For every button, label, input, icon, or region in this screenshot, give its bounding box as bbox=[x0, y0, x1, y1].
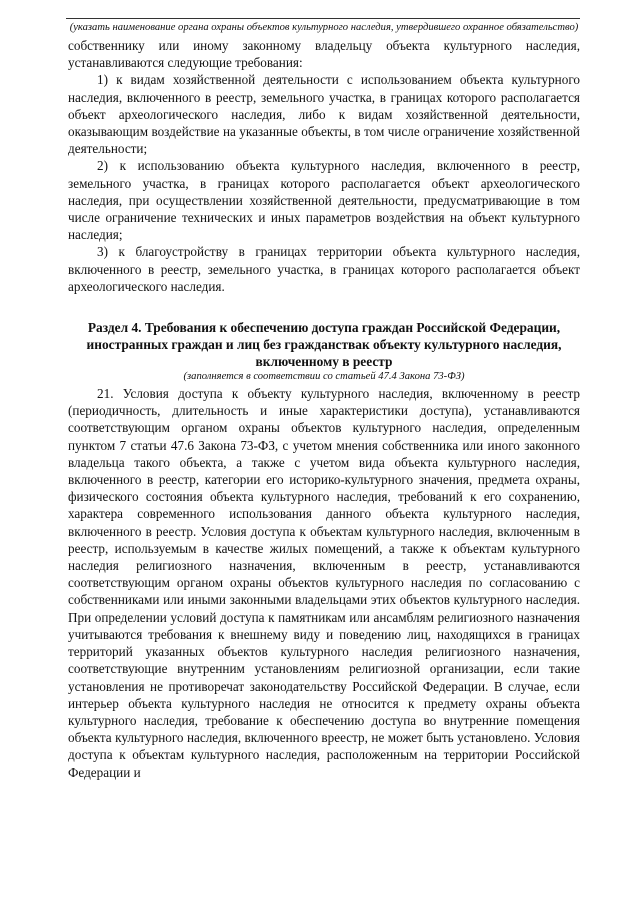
section-4-title: Раздел 4. Требования к обеспечению доступа граждан Российской Федерации, иностранных граждан и лиц без гражданствак объекту культурного наследия, включенному в реестр bbox=[86, 320, 562, 370]
section-4-note: (заполняется в соответствии со статьей 47.4 Закона 73-ФЗ) bbox=[183, 371, 465, 383]
requirement-3: 3) к благоустройству в границах территории объекта культурного наследия, включенного в реестр, земельного участка, в границах которого располагается объект археологического наследия. bbox=[68, 244, 580, 294]
requirement-1: 1) к видам хозяйственной деятельности с использованием объекта культурного наследия, включенного в реестр, земельного участка, в границах которого располагается объект археологического наследия, либо к видам хозяйственной деятельности, оказывающим воздействие на указанные объекты, в том числе ограничение хозяйственной деятельности; bbox=[68, 72, 580, 157]
header-rule bbox=[66, 18, 580, 19]
paragraph-21: 21. Условия доступа к объекту культурного наследия, включенному в реестр (периодичность, длительность и иные характеристики доступа), устанавливаются соответствующим органом охраны объектов культурного наследия, определенным пунктом 7 статьи 47.6 Закона 73-ФЗ, с учетом мнения собственника или иного законного владельца такого объекта, а также с учетом вида объекта культурного наследия, включенного в реестр, категории его историко-культурного значения, предмета охраны, физического состояния объекта культурного наследия, требований к его сохранению, характера современного использования данного объекта культурного наследия, включенного в реестр. Условия доступа к объектам культурного наследия, включенным в реестр, используемым в качестве жилых помещений, а также к объектам культурного наследия религиозного назначения, включенным в реестр, устанавливаются соответствующим органом охраны объектов культурного наследия по согласованию с собственниками или иными законными владельцами этих объектов культурного наследия. При определении условий доступа к памятникам или ансамблям религиозного назначения учитываются требования к внешнему виду и поведению лиц, находящихся в границах территорий указанных объектов культурного наследия религиозного назначения, соответствующие внутренним установлениям религиозной организации, если такие установления не противоречат законодательству Российской Федерации. В случае, если интерьер объекта культурного наследия не относится к предмету охраны объекта культурного наследия, требование к обеспечению доступа во внутренние помещения объекта культурного наследия, включенного вреестр, не может быть установлено. Условия доступа к объектам культурного наследия, расположенным на территории Российской Федерации и bbox=[68, 386, 580, 780]
requirement-2: 2) к использованию объекта культурного наследия, включенного в реестр, земельного участка, в границах которого располагается объект археологического наследия, при осуществлении хозяйственной деятельности, предусматривающие в том числе ограничение технических и иных параметров воздействия на объект культурного наследия; bbox=[68, 158, 580, 243]
section-4-body bbox=[68, 385, 580, 781]
header-caption: (указать наименование органа охраны объектов культурного наследия, утвердившего охранное обязательство) bbox=[69, 22, 579, 33]
intro-text: собственнику или иному законному владельцу объекта культурного наследия, устанавливаются следующие требования: bbox=[68, 38, 580, 71]
document-page bbox=[68, 18, 580, 781]
section-3-body bbox=[68, 37, 580, 295]
